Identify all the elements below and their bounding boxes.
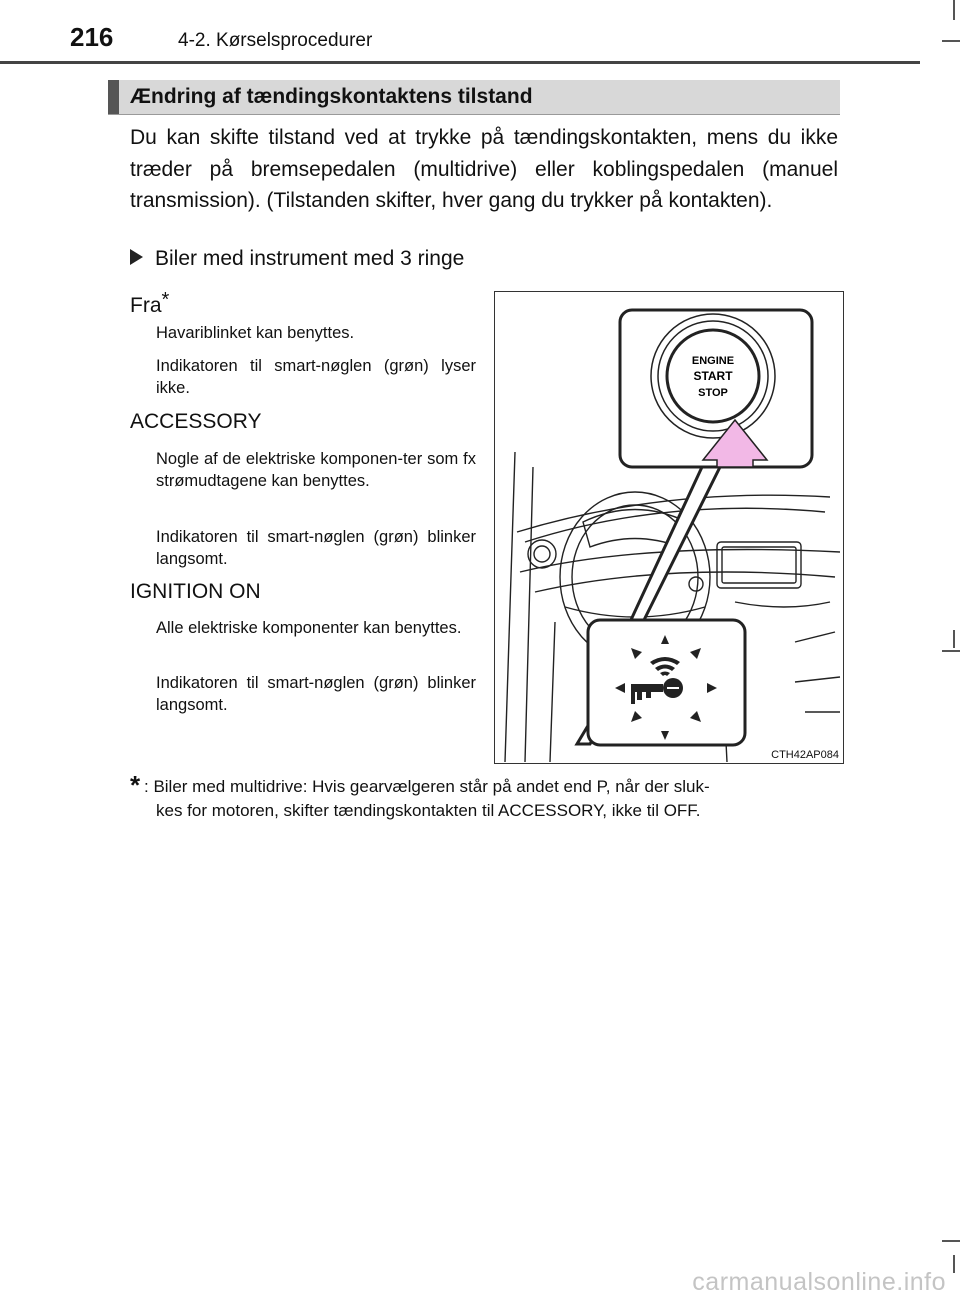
- mode-title-ignition-on: IGNITION ON: [130, 580, 261, 603]
- chapter-title: 4-2. Kørselsprocedurer: [178, 30, 373, 51]
- button-label: STOP: [698, 387, 728, 399]
- mode-title-accessory: ACCESSORY: [130, 410, 262, 433]
- bullet-heading-text: Biler med instrument med 3 ringe: [155, 247, 465, 270]
- illustration: [494, 291, 844, 764]
- crop-mark: [953, 1255, 955, 1273]
- button-label: START: [693, 369, 733, 383]
- page-number: 216: [70, 22, 114, 52]
- mode-description: Alle elektriske komponenter kan benyttes.: [156, 619, 462, 637]
- mode-name: Fra: [130, 294, 162, 317]
- header-rule: [0, 61, 920, 64]
- figure-code: CTH42AP084: [771, 749, 839, 761]
- footnote-asterisk: *: [130, 770, 141, 800]
- mode-title-off: [130, 287, 169, 318]
- section-tab: [108, 80, 119, 114]
- button-label: ENGINE: [691, 355, 735, 367]
- section-title: Ændring af tændingskontaktens tilstand: [130, 85, 533, 108]
- mode-description: Havariblinket kan benyttes.: [156, 324, 355, 342]
- dashboard-illustration: [495, 292, 843, 763]
- footnote-line: kes for motoren, skifter tændingskontakten til ACCESSORY, ikke til OFF.: [156, 801, 701, 820]
- mode-description: Nogle af de elektriske komponen-ter som fx strømudtagene kan benyttes.: [156, 450, 476, 490]
- mode-description: Indikatoren til smart-nøglen (grøn) blinker langsomt.: [156, 528, 476, 568]
- crop-mark: [953, 630, 955, 648]
- watermark: carmanualsonline.info: [692, 1268, 946, 1296]
- mode-description: Indikatoren til smart-nøglen (grøn) blinker langsomt.: [156, 674, 476, 714]
- intro-paragraph: Du kan skifte tilstand ved at trykke på tændingskontakten, mens du ikke træder på bremsepedalen (multidrive) eller koblingspedalen (manuel transmission). (Tilstanden skifter, hver gang du trykker på kontakten).: [130, 126, 838, 212]
- section-bar: [108, 80, 840, 115]
- footnote-line: : Biler med multidrive: Hvis gearvælgeren står på andet end P, når der sluk-: [144, 777, 710, 796]
- crop-mark: [953, 0, 955, 20]
- crop-mark: [942, 40, 960, 42]
- mode-description: Indikatoren til smart-nøglen (grøn) lyser ikke.: [156, 357, 476, 397]
- asterisk: *: [161, 289, 170, 311]
- crop-mark: [942, 1240, 960, 1242]
- triangle-bullet-icon: [130, 249, 143, 265]
- crop-mark: [942, 650, 960, 652]
- bullet-heading: [130, 247, 464, 271]
